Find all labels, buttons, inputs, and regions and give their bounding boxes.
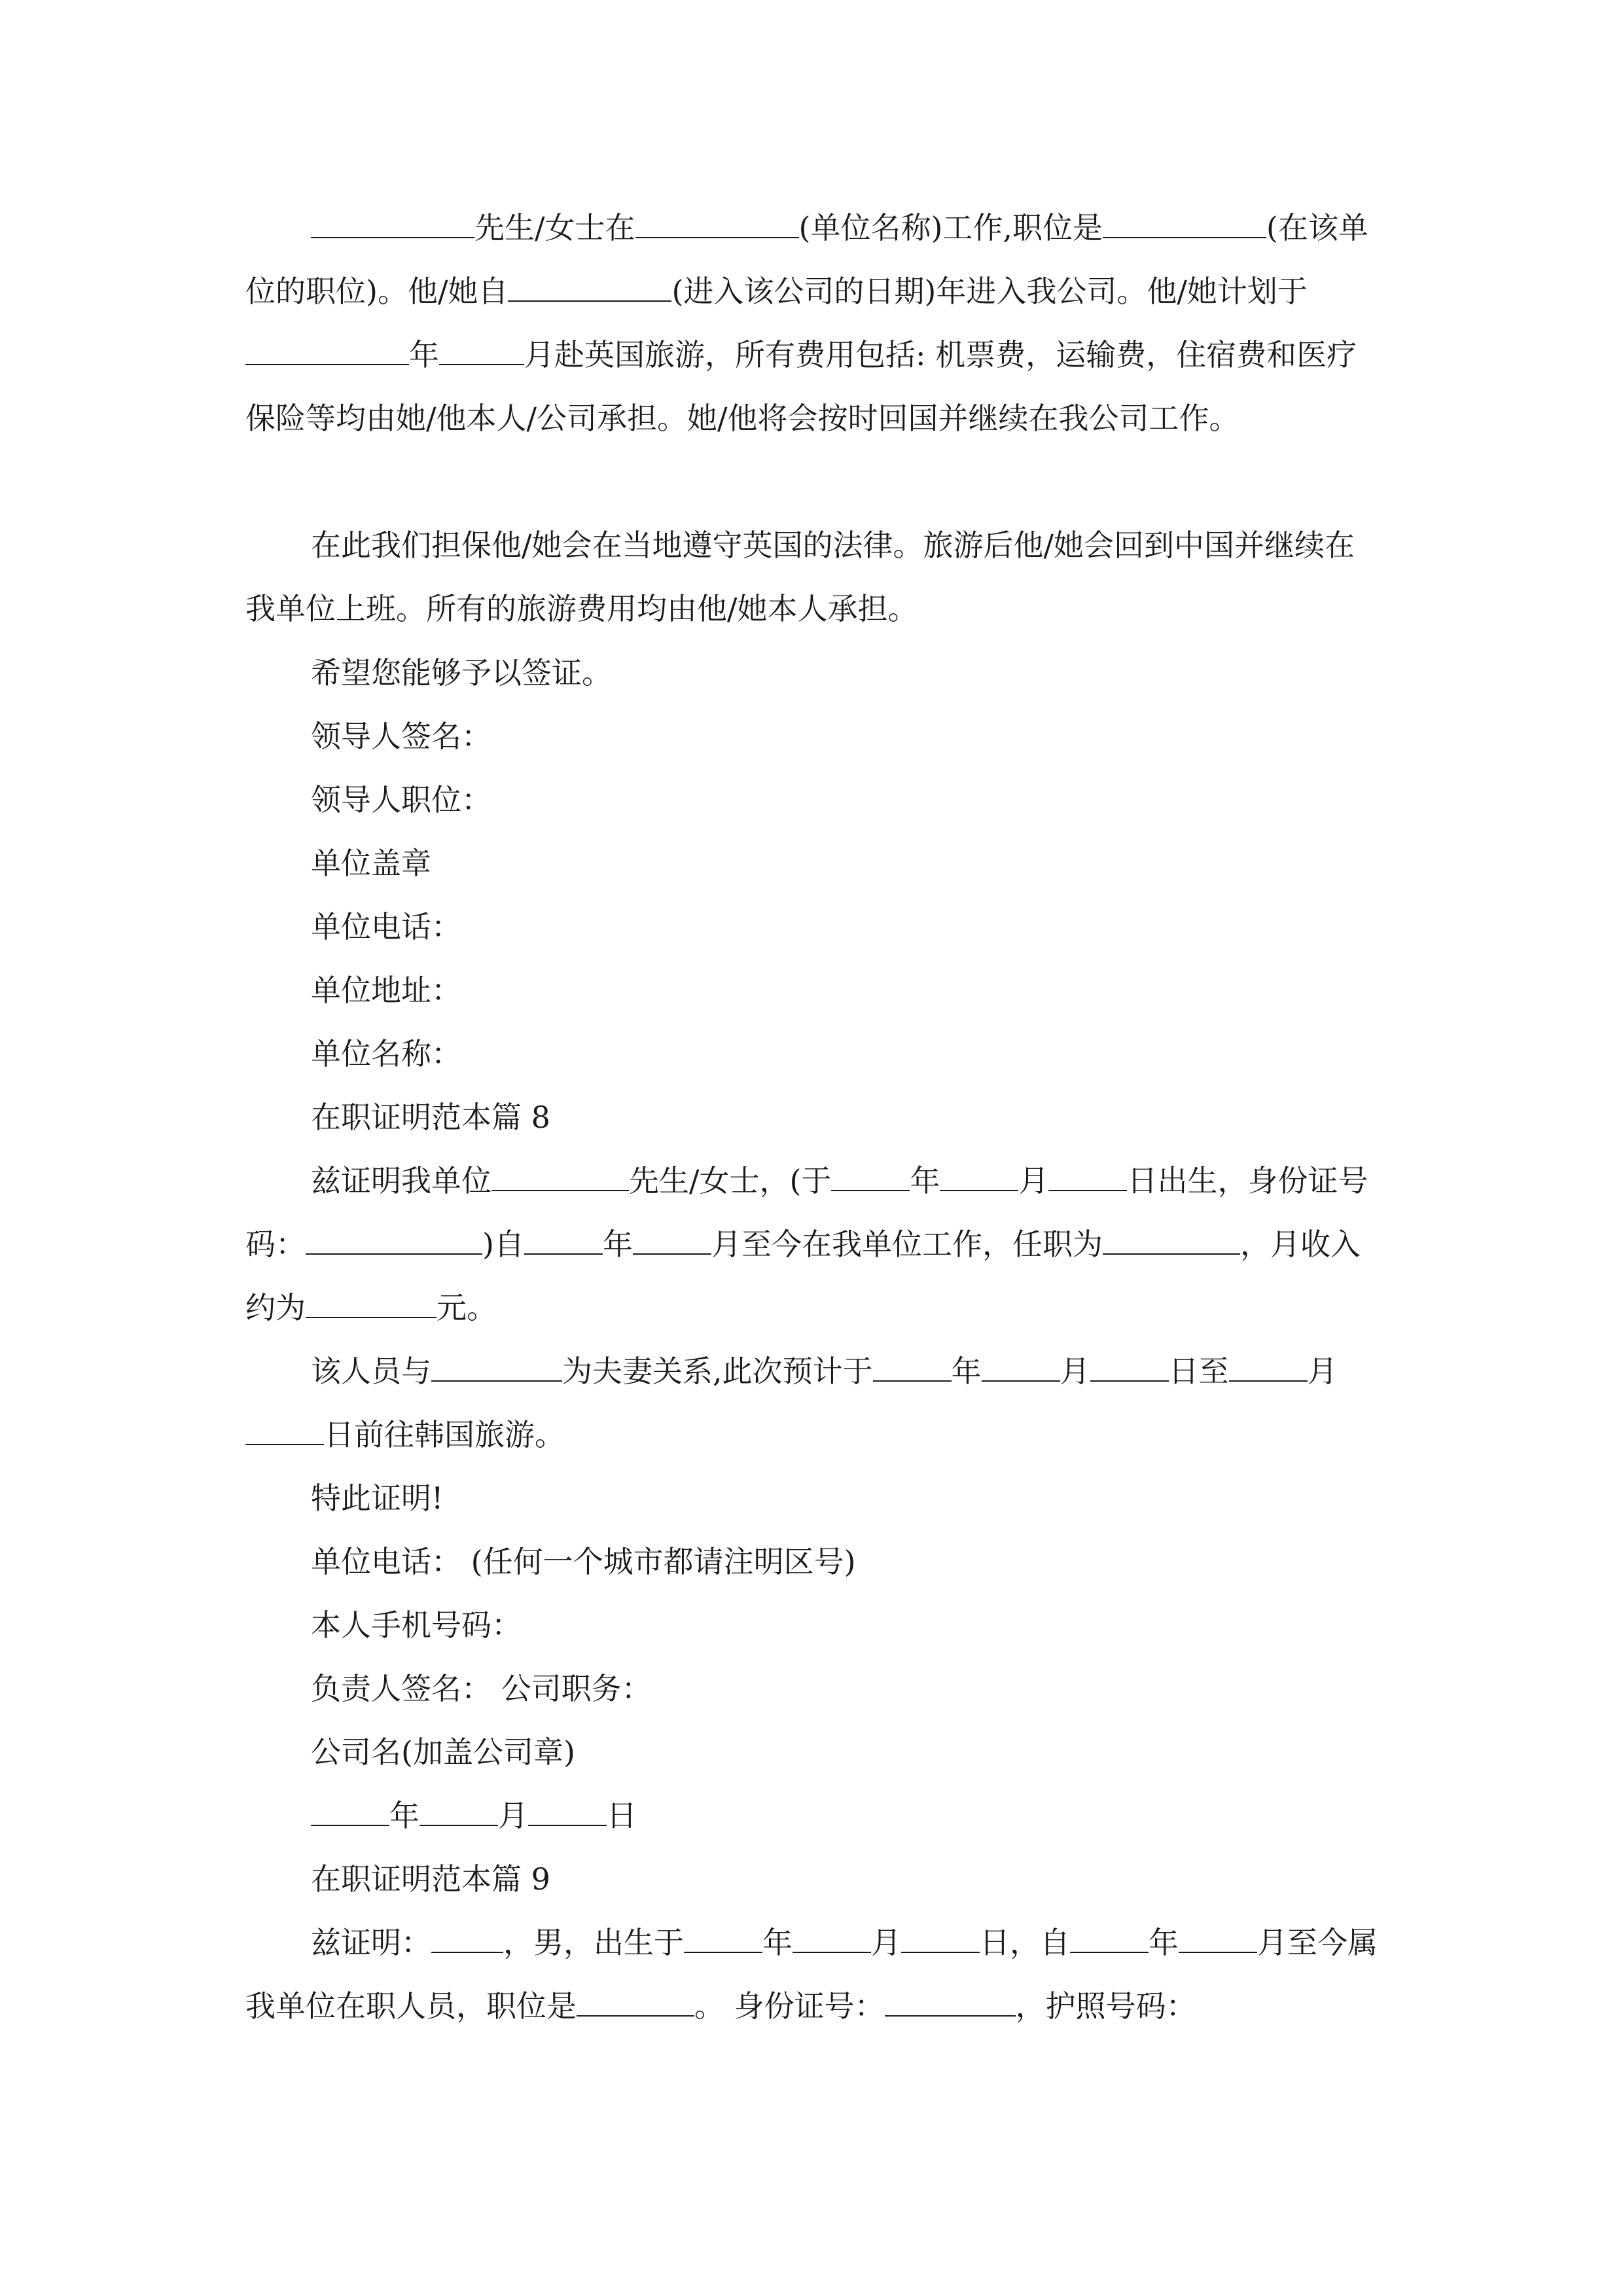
paragraph-employment-statement (245, 196, 1378, 450)
text: (进入该公司的日期)年进入我公司。他/她计划于 (671, 274, 1308, 309)
visa-request-line: 希望您能够予以签证。 (311, 655, 612, 691)
unit-seal-label: 单位盖章 (311, 846, 431, 881)
paragraph-travel-plan (245, 1340, 1378, 1467)
text: 先生/女士在 (474, 210, 635, 245)
section-heading-8: 在职证明范本篇 8 (311, 1100, 550, 1135)
unit-phone-label: 单位电话： (311, 909, 461, 944)
text: 年 (1149, 1925, 1179, 1960)
text: ，月收入约为 (245, 1227, 1361, 1325)
text: (单位名称)工作,职位是 (798, 210, 1103, 245)
text: 月 (1307, 1354, 1338, 1389)
text: ，护照号码： (1015, 1988, 1196, 2024)
end-month-blank (1229, 1355, 1308, 1382)
start-month-blank (1179, 1927, 1257, 1953)
month-blank (419, 1800, 498, 1826)
text: 月 (1018, 1163, 1049, 1198)
paragraph-guarantee: 在此我们担保他/她会在当地遵守英国的法律。旅游后他/她会回到中国并继续在我单位上班。所有的旅游费用均由他/她本人承担。 (245, 528, 1355, 626)
unit-name-blank (635, 212, 799, 238)
text: 兹证明我单位 (311, 1163, 491, 1198)
text: 为夫妻关系,此次预计于 (562, 1354, 873, 1389)
text: 日 (607, 1798, 637, 1833)
text: 月至今在我单位工作，任职为 (711, 1227, 1103, 1262)
company-name-label: 公司名(加盖公司章) (311, 1734, 575, 1770)
text: 年 (389, 1798, 419, 1833)
position-blank (577, 1990, 694, 2017)
birth-year-blank (684, 1927, 762, 1953)
text: 年 (910, 1163, 940, 1198)
day-blank (1090, 1355, 1169, 1382)
year-blank (245, 339, 409, 365)
birth-year-blank (831, 1165, 910, 1191)
start-year-blank (1070, 1927, 1149, 1953)
text: 兹证明： (311, 1925, 431, 1960)
unit-name-label: 单位名称： (311, 1036, 461, 1071)
mobile-label: 本人手机号码： (311, 1607, 522, 1643)
text: 该人员与 (311, 1354, 431, 1389)
birth-day-blank (901, 1927, 980, 1953)
text: 年 (951, 1354, 982, 1389)
text: 月赴英国旅游，所有费用包括: 机票费，运输费，住宿费和医疗保险等均由她/他本人/公司承担。她/他将会按时回国并继续在我公司工作。 (245, 337, 1357, 436)
id-number-blank (306, 1229, 482, 1255)
text: 日前往韩国旅游。 (324, 1417, 565, 1452)
salary-blank (306, 1292, 437, 1318)
section-heading-9: 在职证明范本篇 9 (311, 1861, 550, 1897)
text: 月 (1060, 1354, 1090, 1389)
leader-position-label: 领导人职位： (311, 782, 491, 817)
month-blank (439, 339, 524, 365)
text: 先生/女士，(于 (629, 1163, 832, 1198)
text: (在该单位的职位)。他/她自 (245, 210, 1368, 309)
text: 年 (602, 1227, 633, 1262)
signature-position-row: 负责人签名： 公司职务： (311, 1671, 652, 1706)
name-blank (431, 1927, 503, 1953)
job-title-blank (1103, 1229, 1240, 1255)
name-blank (311, 212, 474, 238)
certify-line: 特此证明! (311, 1480, 444, 1516)
text: 月 (871, 1925, 901, 1960)
start-year-blank (524, 1229, 603, 1255)
text: 。 身份证号： (694, 1988, 885, 2024)
date-row (311, 1784, 637, 1848)
unit-phone-note: 单位电话： (任何一个城市都请注明区号) (311, 1544, 856, 1579)
text: 日出生，身份证号码： (245, 1163, 1368, 1262)
leader-signature-label: 领导人签名： (311, 719, 491, 754)
year-blank (311, 1800, 389, 1826)
start-month-blank (633, 1229, 711, 1255)
position-blank (1103, 212, 1266, 238)
birth-day-blank (1048, 1165, 1127, 1191)
text: 元。 (437, 1290, 497, 1325)
text: ，男，出生于 (503, 1925, 684, 1960)
text: 日，自 (980, 1925, 1070, 1960)
birth-month-blank (940, 1165, 1018, 1191)
text: 月至今属我单位在职人员，职位是 (245, 1925, 1378, 2024)
end-day-blank (245, 1419, 324, 1445)
year-blank (873, 1355, 952, 1382)
text: )自 (482, 1227, 524, 1262)
birth-month-blank (793, 1927, 871, 1953)
day-blank (528, 1800, 607, 1826)
text: 年 (762, 1925, 793, 1960)
paragraph-certificate-9 (245, 1911, 1378, 2038)
unit-address-label: 单位地址： (311, 973, 461, 1008)
text: 月 (498, 1798, 528, 1833)
text: 年 (409, 337, 439, 372)
month-blank (982, 1355, 1060, 1382)
spouse-name-blank (431, 1355, 562, 1382)
id-number-blank (885, 1990, 1016, 2017)
entry-date-blank (508, 276, 671, 302)
name-blank (491, 1165, 629, 1191)
paragraph-certificate-8 (245, 1149, 1378, 1340)
text: 日至 (1168, 1354, 1229, 1389)
